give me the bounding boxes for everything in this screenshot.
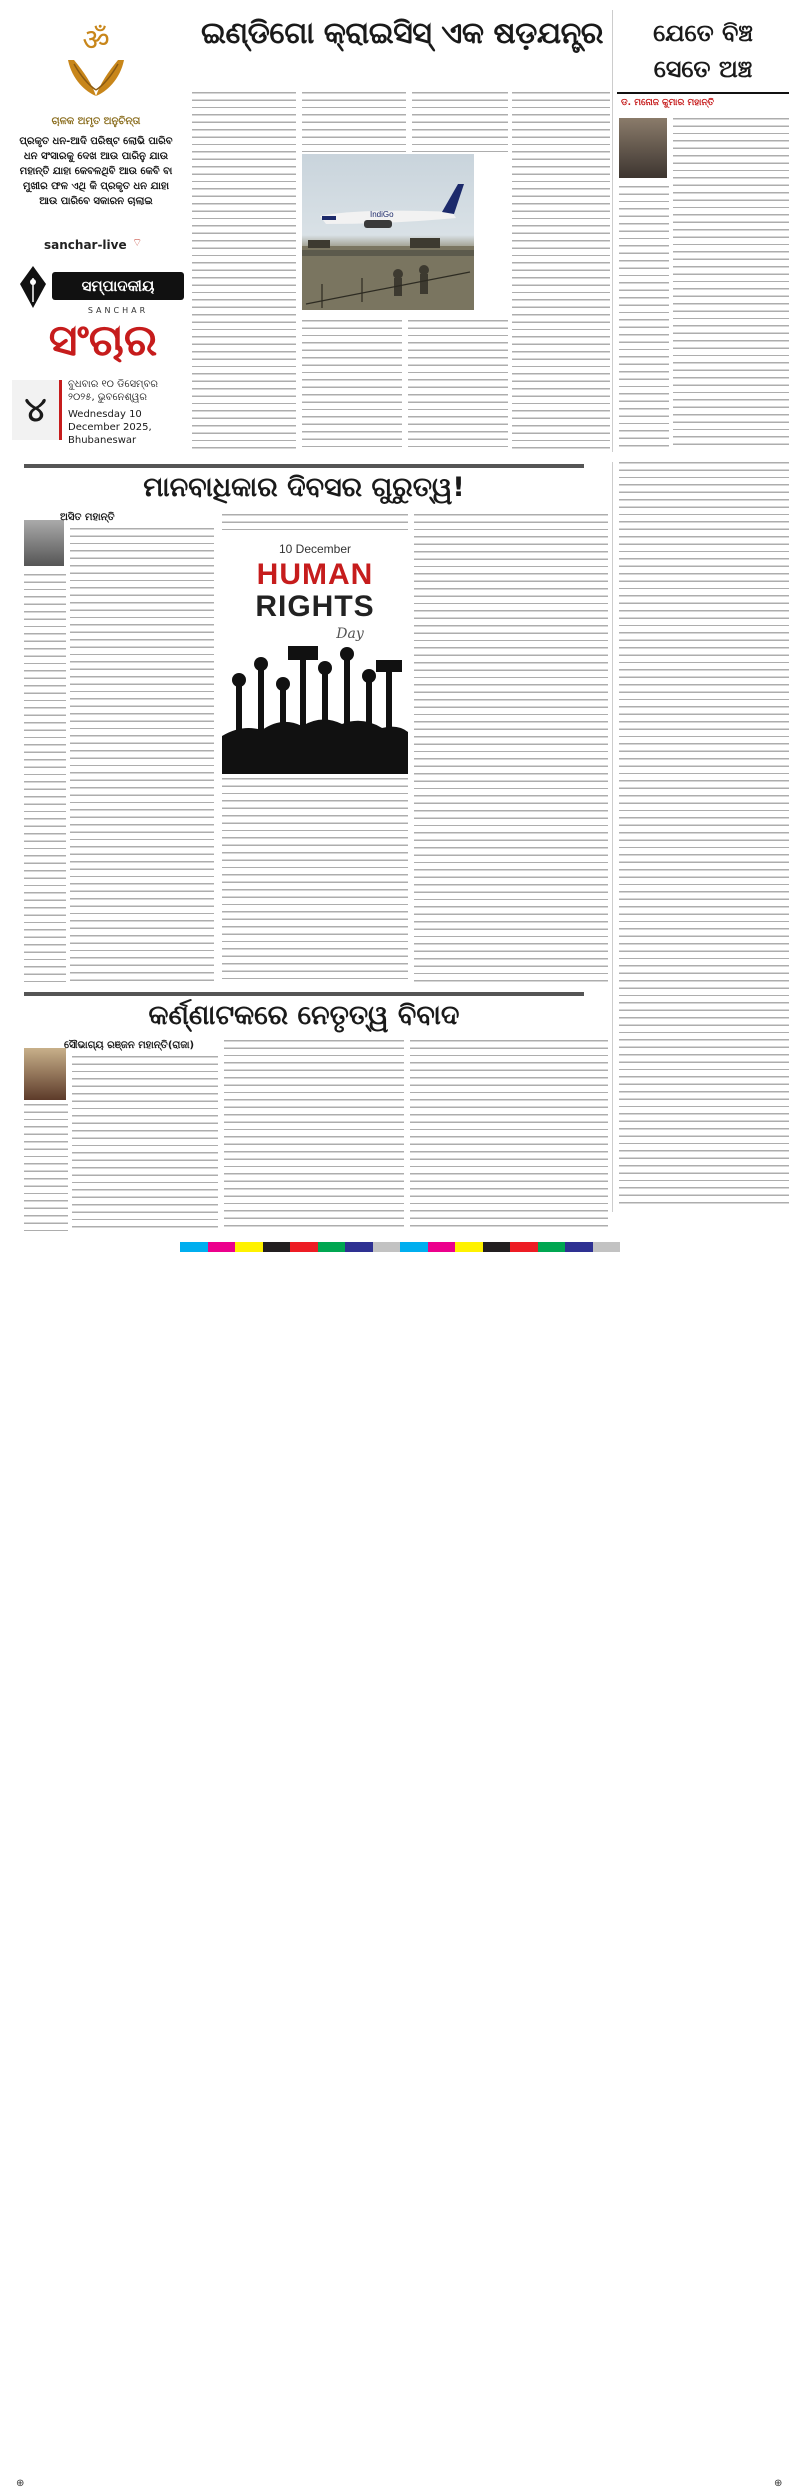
lead-col-2b [302, 320, 402, 452]
date-odia: ବୁଧବାର ୧୦ ଡିସେମ୍ବର ୨୦୨୫, ଭୁବନେଶ୍ୱର [68, 379, 158, 403]
tagline: ଚାଳକ ଅମୃତ ଅନୁଚିନ୍ତା [51, 116, 141, 127]
date-english: Wednesday 10 December 2025, Bhubaneswar [68, 409, 152, 446]
site-link[interactable]: sanchar-live [44, 238, 127, 252]
column-body [673, 118, 789, 448]
right-column-continued [612, 462, 792, 1212]
left-rail [8, 10, 184, 452]
middle-col-1a [24, 574, 66, 982]
om-hands-logo-icon [52, 14, 140, 102]
middle-headline: ମାନବାଧିକାର ଦିବସର ଗୁରୁତ୍ୱ! [24, 464, 584, 508]
column-author: ଡ. ମନୋଜ କୁମାର ମହାନ୍ତି [621, 98, 715, 108]
middle-col-2 [222, 778, 408, 982]
bottom-author-photo [24, 1048, 66, 1100]
poster-date: 10 December [278, 542, 352, 556]
lead-headline: ଇଣ୍ଡିଗୋ କ୍ରାଇସିସ୍ ଏକ ଷଡ଼ଯନ୍ତ୍ର [201, 16, 603, 51]
print-color-strip [0, 1238, 800, 2489]
middle-author: ଅସିତ ମହାନ୍ତି [60, 512, 115, 523]
middle-author-photo [24, 520, 64, 566]
bottom-col-3 [410, 1040, 608, 1232]
column-title-line1: ଯେତେ ବିଞ୍ଚ [653, 19, 753, 47]
bottom-author: ସୌଭାଗ୍ୟ ରଞ୍ଜନ ମହାନ୍ତି(ରାଜା) [64, 1040, 195, 1051]
lead-col-3b [408, 320, 508, 452]
right-column-text [619, 462, 789, 1208]
fountain-pen-icon [12, 264, 54, 312]
lead-col-4 [512, 92, 610, 452]
human-rights-day-poster [222, 534, 408, 774]
page-number: ୪ [12, 380, 62, 440]
lead-col-3 [412, 92, 508, 152]
middle-col-1 [70, 528, 214, 982]
lead-col-1 [192, 92, 296, 452]
bottom-col-1 [72, 1056, 218, 1232]
registration-mark-icon: ⊕ [16, 2478, 25, 2489]
wifi-icon: ⌔ [132, 236, 143, 249]
plane-brand-text: IndiGo [370, 210, 394, 219]
middle-col-2-top [222, 514, 408, 534]
opinion-column [612, 10, 792, 452]
svg-text:ॐ: ॐ [82, 23, 110, 58]
lead-col-2 [302, 92, 406, 152]
indigo-plane-photo [302, 154, 474, 310]
poster-rights: RIGHTS [255, 590, 375, 623]
masthead-logo: ସଂଚାର [48, 315, 158, 366]
bottom-headline: କର୍ଣ୍ଣାଟକରେ ନେତୃତ୍ୱ ବିବାଦ [24, 992, 584, 1036]
bottom-col-2 [224, 1040, 404, 1232]
column-author-photo [619, 118, 667, 178]
poster-day: Day [336, 626, 364, 642]
editorial-label: ସମ୍ପାଦକୀୟ [52, 272, 184, 300]
registration-mark-icon: ⊕ [774, 2478, 783, 2489]
bottom-col-1a [24, 1104, 68, 1232]
column-body-left [619, 186, 669, 448]
daily-quote: ପ୍ରକୃତ ଧନ-ଆଦି ପରିଷ୍ଟ ଲୋଭି ପାରିବ ଧନ ସଂସାରକୁ ଦେଖ ଆଉ ପାରିନୁ ଯାଉ ମହାନ୍ତି ଯାହା କେବଳଥିବି ଆଉ କେବି ବା ମୁଖୀର ଫଳ ଏଥି କି ପ୍ରକୃତ ଧନ ଯାହା ଆଉ ପାରିବେ ସକାରନ ଚାଲାଇ [19, 136, 173, 207]
raised-fists-crowd-icon [222, 644, 408, 774]
middle-col-3 [414, 514, 608, 982]
masthead-latin: SANCHAR [87, 306, 149, 315]
poster-human: HUMAN [256, 558, 374, 591]
column-title-line2: ସେତେ ଅଞ୍ଚ [653, 55, 753, 83]
column-divider [617, 92, 789, 94]
